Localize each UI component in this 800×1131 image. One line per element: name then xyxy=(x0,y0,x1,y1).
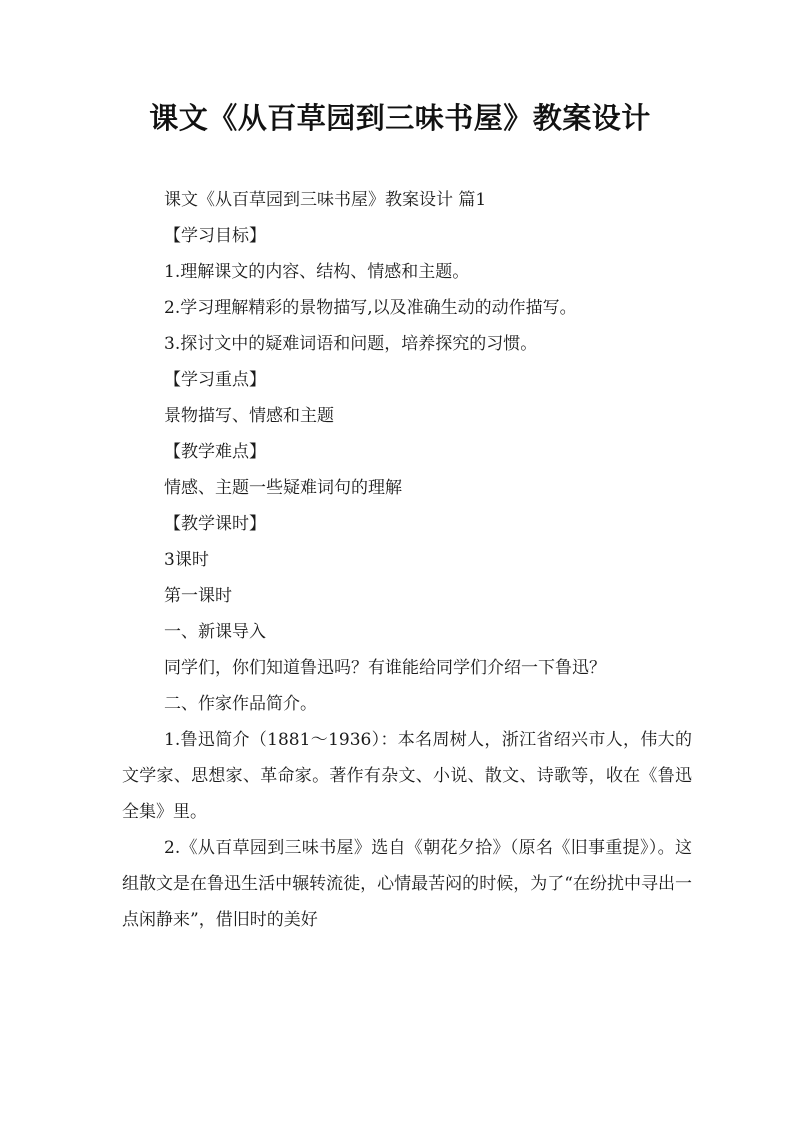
paragraph-author-heading: 二、作家作品简介。 xyxy=(164,694,317,714)
paragraph-author-bio: 1.鲁迅简介（1881～1936）：本名周树人，浙江省绍兴市人，伟大的文学家、思想家、革命家。著作有杂文、小说、散文、诗歌等，收在《鲁迅全集》里。 xyxy=(122,730,692,822)
key-points-text: 景物描写、情感和主题 xyxy=(164,406,334,426)
paragraph-intro-question: 同学们，你们知道鲁迅吗？有谁能给同学们介绍一下鲁迅？ xyxy=(164,658,606,678)
lesson-one-heading: 第一课时 xyxy=(164,586,232,606)
section-heading-class-hours: 【教学课时】 xyxy=(164,514,266,534)
section-heading-key-points: 【学习重点】 xyxy=(164,370,266,390)
class-hours-text: 3课时 xyxy=(164,550,209,570)
document-title: 课文《从百草园到三味书屋》教案设计 xyxy=(149,101,651,135)
goal-item-2: 2.学习理解精彩的景物描写,以及准确生动的动作描写。 xyxy=(164,298,577,318)
document-body xyxy=(122,182,692,938)
section-heading-learning-goals: 【学习目标】 xyxy=(164,226,266,246)
article-heading: 课文《从百草园到三味书屋》教案设计 篇1 xyxy=(164,190,487,210)
intro-heading: 一、新课导入 xyxy=(164,622,266,642)
goal-item-1: 1.理解课文的内容、结构、情感和主题。 xyxy=(164,262,470,282)
paragraph-work-intro: 2.《从百草园到三味书屋》选自《朝花夕拾》（原名《旧事重提》）。这组散文是在鲁迅生活中辗转流徙，心情最苦闷的时候，为了“在纷扰中寻出一点闲静来”，借旧时的美好 xyxy=(122,838,692,930)
goal-item-3: 3.探讨文中的疑难词语和问题，培养探究的习惯。 xyxy=(164,334,538,354)
difficulties-text: 情感、主题一些疑难词句的理解 xyxy=(164,478,402,498)
section-heading-difficulties: 【教学难点】 xyxy=(164,442,266,462)
